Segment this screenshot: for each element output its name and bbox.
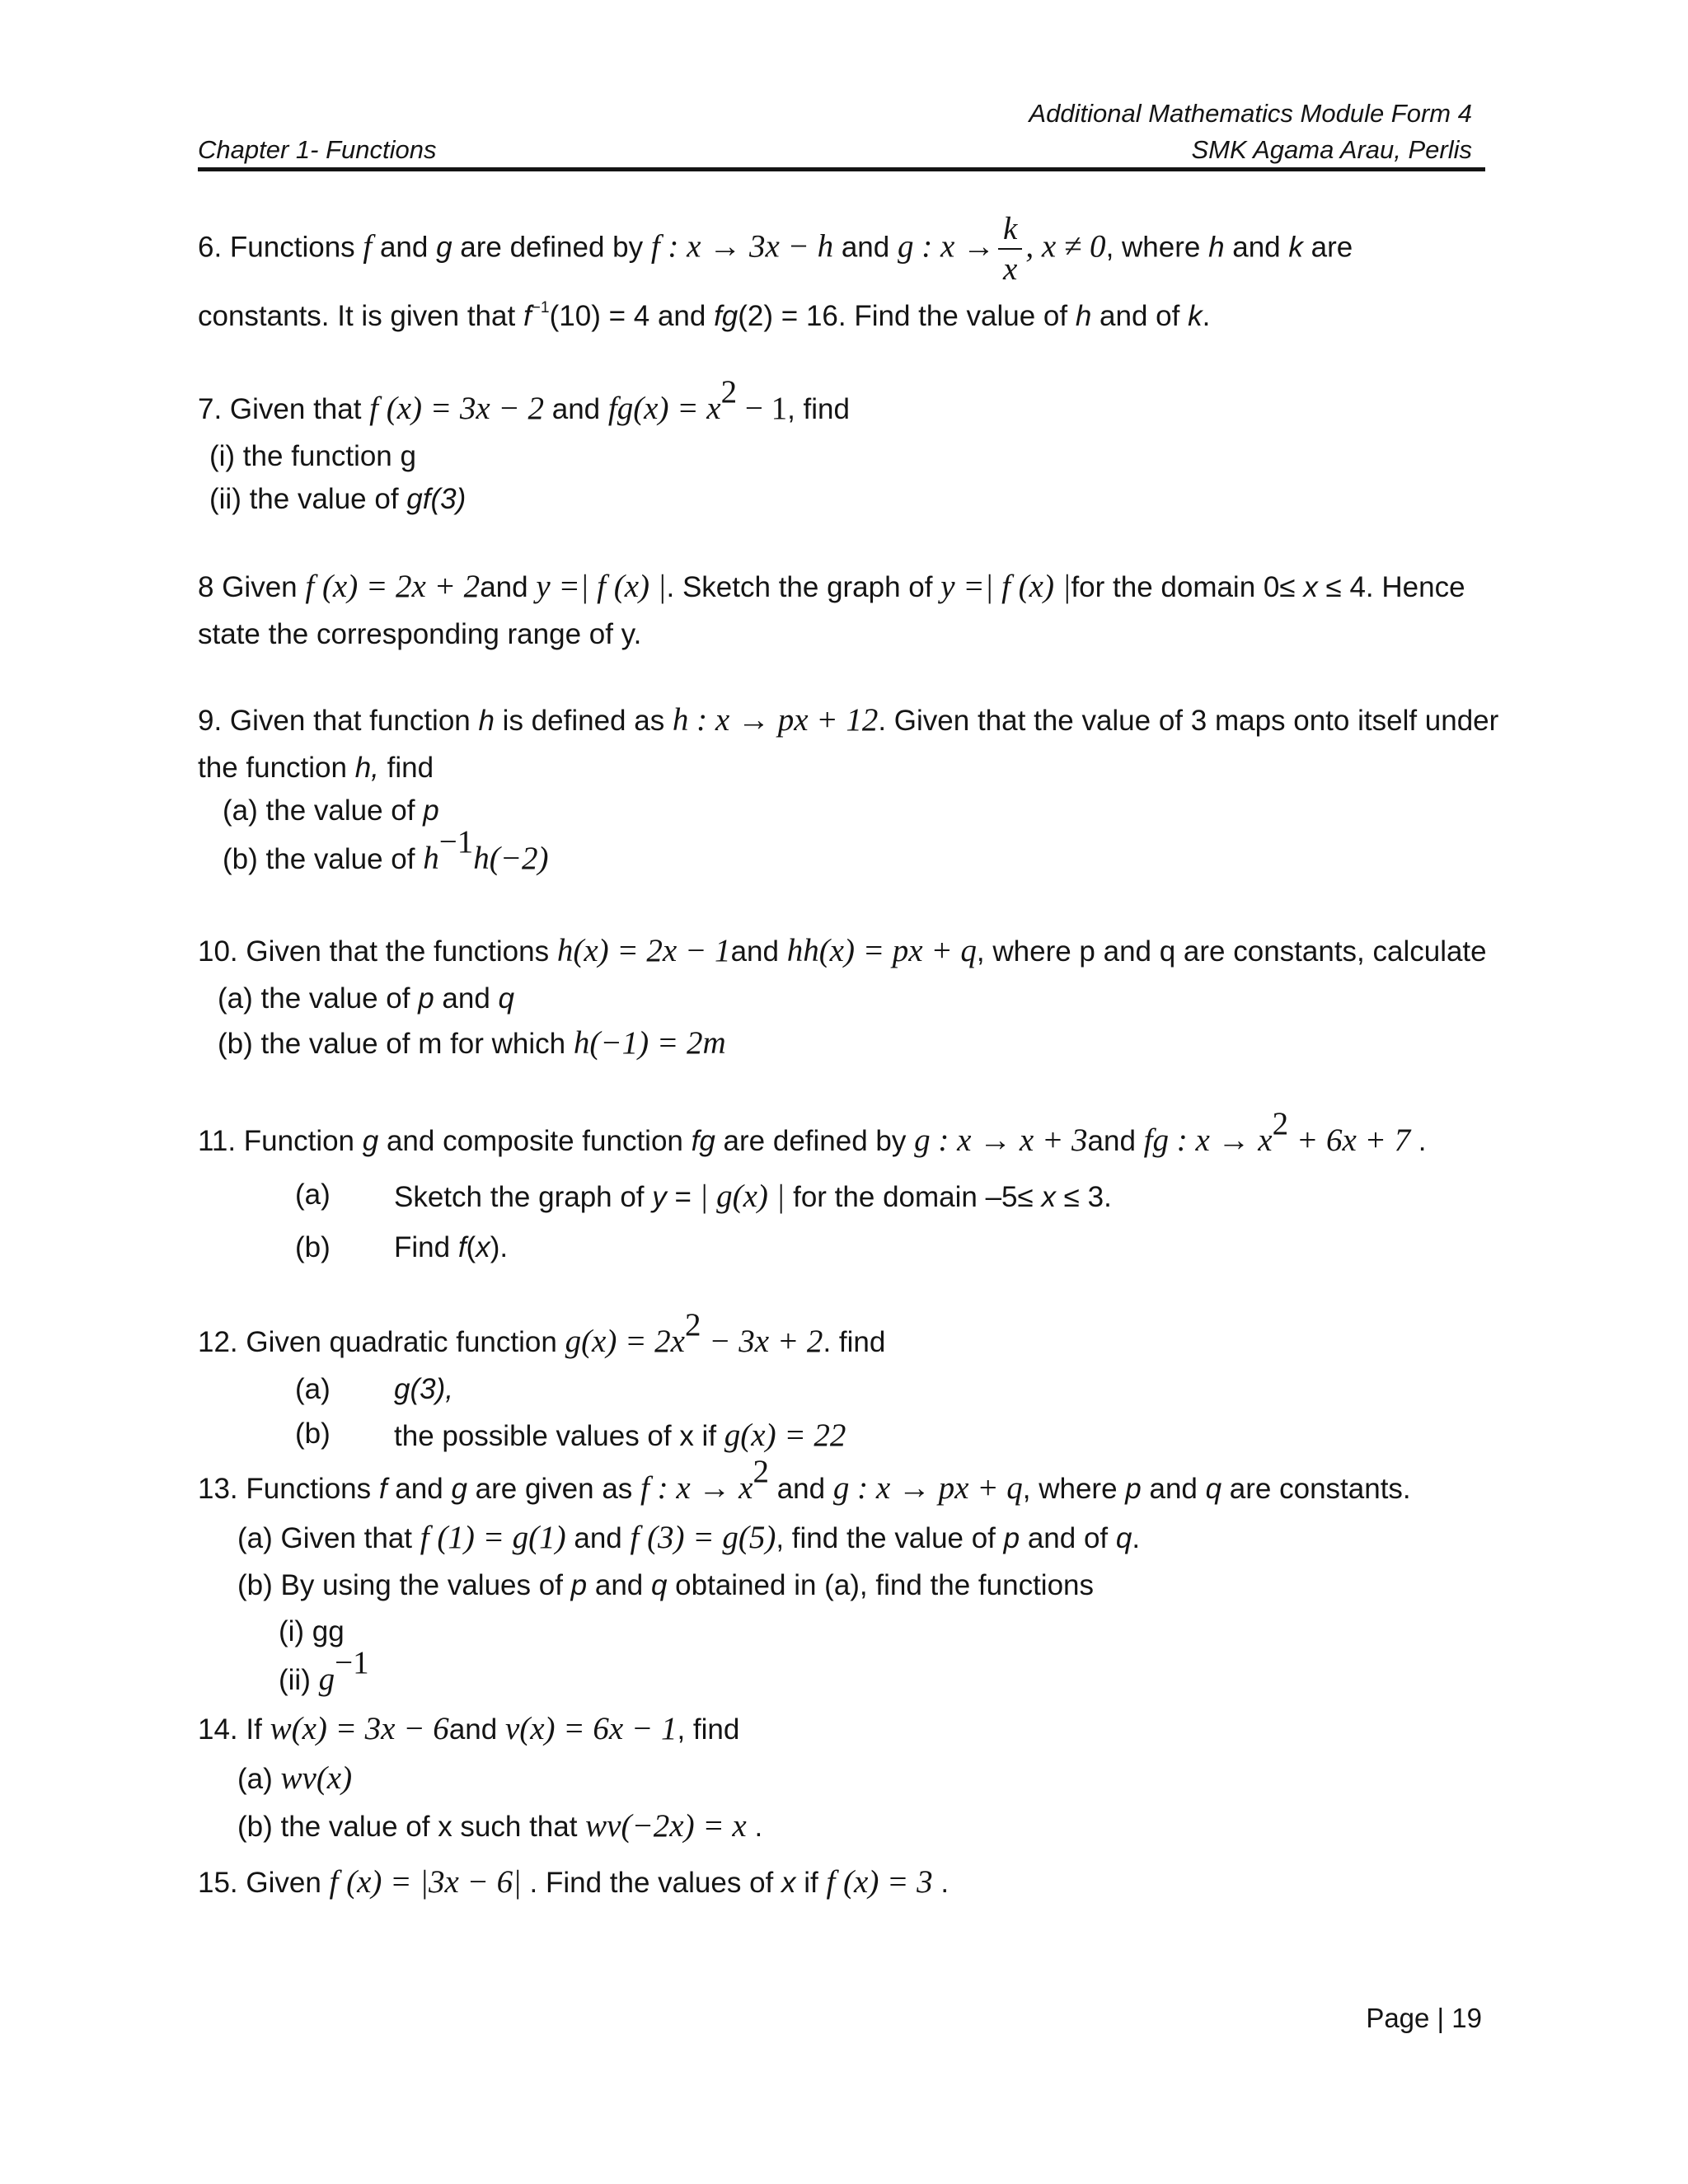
math-expression: g : x → [897,228,996,265]
question-13-part-a: (a) Given that f (1) = g(1) and f (3) = g(5), find the value of p and of q. [237,1520,1141,1555]
school-name: SMK Agama Arau, Perlis [1191,135,1472,164]
question-11-part-b-label: (b) [295,1231,331,1263]
header-divider [198,167,1485,171]
question-8-line-2: state the corresponding range of y. [198,618,642,650]
question-9: 9. Given that function h is defined as h : x → px + 12. Given that the value of 3 maps onto itself under [198,702,1499,738]
question-12-part-b: the possible values of x if g(x) = 22 [394,1418,846,1453]
question-9-line-2: the function h, find [198,752,434,784]
chapter-title: Chapter 1- Functions [198,135,437,164]
question-13-part-b-i: (i) gg [279,1615,345,1647]
question-12-part-b-label: (b) [295,1418,331,1450]
question-10: 10. Given that the functions h(x) = 2x − 1and hh(x) = px + q, where p and q are constants, calculate [198,933,1487,968]
question-11-part-b: Find f(x). [394,1231,509,1263]
question-10-part-a: (a) the value of p and q [218,982,514,1015]
question-7-part-ii: (ii) the value of gf(3) [209,483,467,515]
question-12: 12. Given quadratic function $g(x) = 2x^2 - 3x + 2$. find [198,1306,886,1359]
question-14: 14. If w(x) = 3x − 6and v(x) = 6x − 1, find [198,1711,740,1746]
question-14-part-a: (a) wv(x) [237,1760,353,1796]
question-13-part-b: (b) By using the values of p and q obtained in (a), find the functions [237,1569,1095,1601]
question-13-part-b-ii: (ii) $g^{-1}$ [279,1644,369,1697]
question-6-line-2: constants. It is given that $f^{-1}(10) = 4$ and fg(2) = 16. Find the value of h and of k. [198,298,1211,332]
question-9-part-b: (b) the value of $h^{-1}h(-2)$ [223,823,549,876]
module-title: Additional Mathematics Module Form 4 [1029,99,1472,128]
question-9-part-a: (a) the value of p [223,794,439,827]
question-13: 13. Functions f and g are given as f : $x \to x^2$ and g : x → px + q, where p and q are constants. [198,1453,1411,1506]
question-7-part-i: (i) the function g [209,440,416,472]
question-11: 11. Function g and composite function fg are defined by g : x → x + 3and fg : $x \to x^2 + 6x + 7$ . [198,1105,1427,1158]
question-8: 8 Given f (x) = 2x + 2and y =| f (x) |. Sketch the graph of y =| f (x) |for the domain 0≤ x ≤ 4. Hence [198,569,1465,604]
question-11-part-a-label: (a) [295,1179,331,1211]
question-10-part-b: (b) the value of m for which h(−1) = 2m [218,1025,726,1061]
math-expression: f : x → 3x − h [650,228,834,265]
question-12-part-a-label: (a) [295,1373,331,1405]
question-15: 15. Given f (x) = |3x − 6| . Find the values of x if f (x) = 3 . [198,1864,950,1900]
question-14-part-b: (b) the value of x such that wv(−2x) = x . [237,1808,763,1844]
question-6-line-1: 6. Functions f and g are defined by f : x → 3x − h and g : x → $\frac{k}{x}$ , x ≠ 0, where h and k are [198,211,1353,287]
question-7: 7. Given that f (x) = 3x − 2 and $fg(x) = x^2 - 1$, find [198,373,850,426]
question-12-part-a: g(3), [394,1373,453,1405]
fraction: $\frac{k}{x}$ [998,213,1022,285]
question-11-part-a: Sketch the graph of y = | g(x) | for the domain –5≤ x ≤ 3. [394,1179,1112,1214]
page-number: Page | 19 [1366,2003,1482,2033]
